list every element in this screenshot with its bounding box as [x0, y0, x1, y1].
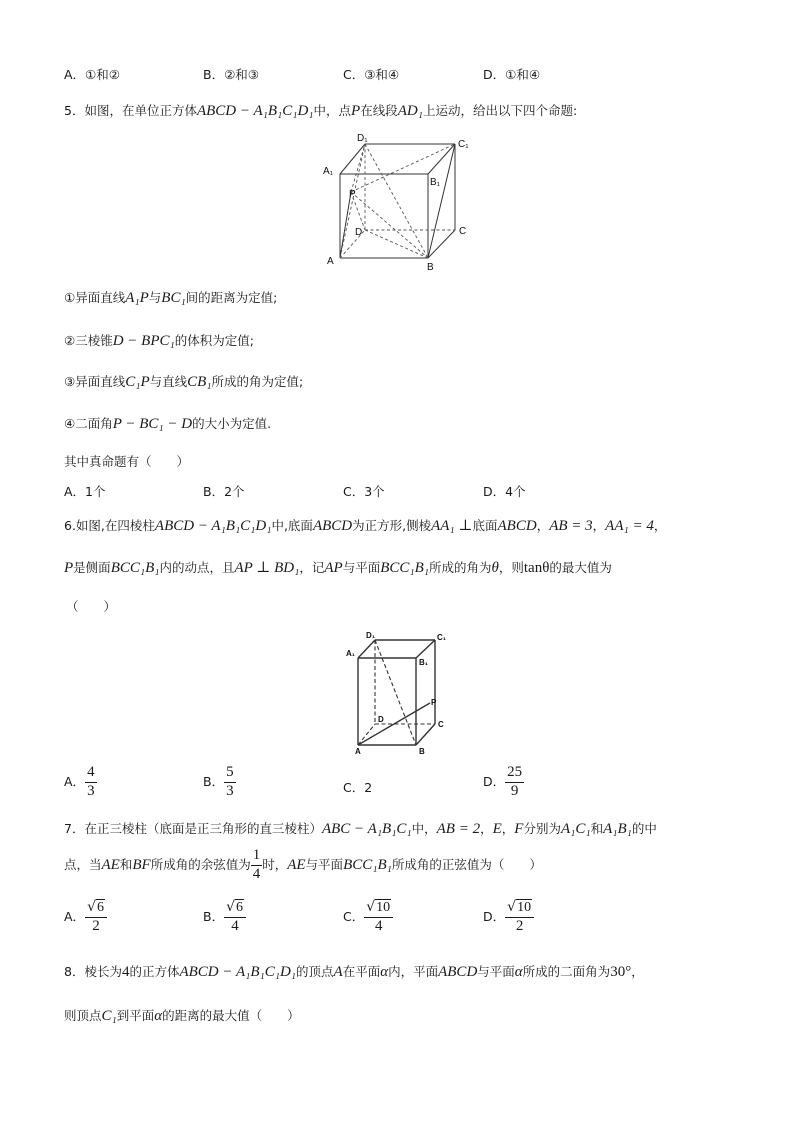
q7-line-1 — [64, 819, 657, 838]
q5-prop-2 — [64, 331, 254, 350]
q6-l2-math-4: AP — [324, 560, 343, 576]
q8-l2-text-a: 则顶点 — [64, 1008, 102, 1023]
q8-l2-text-c: 的距离的最大值（ ） — [162, 1008, 300, 1023]
q7-l2-text-c: 所成角的余弦值为 — [150, 856, 251, 872]
q5-prop4-text-b: 的大小为定值. — [192, 416, 272, 431]
q6-label-a: A — [355, 747, 361, 756]
q6-l2-math-5: BCC₁B₁ — [380, 560, 429, 576]
q5-prop1-math-bc1: BC₁ — [161, 290, 186, 306]
q6-label-c1: C₁ — [437, 633, 447, 642]
q7-l1-text-d: ， — [501, 821, 515, 836]
q5-stem-text-1: 5．如图，在单位正方体 — [64, 103, 197, 118]
q5-stem-math-ad1: AD₁ — [397, 103, 423, 119]
q5-label-a1: A₁ — [323, 166, 334, 177]
q5-label-b1: B₁ — [430, 177, 441, 188]
q8-line-2 — [64, 1006, 300, 1025]
q6-paren: （ ） — [66, 599, 117, 614]
q6-label-d1: D₁ — [366, 631, 376, 640]
q5-option-c: C．3个 — [343, 484, 385, 499]
q7-option-d — [483, 900, 534, 935]
q7-option-b-fraction — [224, 900, 246, 935]
q6-option-a-num: 4 — [85, 765, 97, 783]
q7-l2-text-f: 所成角的正弦值为（ ） — [391, 856, 542, 872]
q7-option-b-radicand: 6 — [236, 900, 243, 915]
q7-option-b-label: B． — [203, 908, 225, 924]
q5-prop3-text-c: 所成的角为定值; — [211, 374, 304, 389]
q5-prop3-text-a: ③异面直线 — [64, 374, 126, 389]
q5-label-a: A — [327, 256, 334, 267]
q5-label-d1: D₁ — [357, 133, 368, 144]
q5-label-d: D — [355, 227, 363, 238]
q5-option-b: B．2个 — [203, 484, 245, 499]
q7-l2-fraction — [251, 848, 263, 883]
q7-l1-text-b: 中， — [411, 821, 437, 836]
q5-prop-3 — [64, 372, 303, 391]
q8-l1-math-3: A — [333, 964, 343, 980]
q6-option-a-label: A． — [64, 773, 86, 789]
q7-option-d-label: D． — [483, 908, 506, 924]
q6-option-b-fraction — [224, 765, 236, 800]
q6-l2-text-b: 内的动点，且 — [159, 560, 235, 575]
q5-prop1-text-c: 间的距离为定值; — [185, 290, 278, 305]
q5-prop-4 — [64, 414, 271, 433]
q6-l1-math-2: ABCD — [312, 518, 353, 534]
q6-l1-math-5: AB = 3 — [549, 518, 593, 534]
q6-l1-text-f: ， — [592, 518, 606, 533]
q7-l2-text-a: 点，当 — [64, 856, 102, 872]
q7-option-c-label: C． — [343, 908, 365, 924]
q7-l2-text-d: 时， — [262, 856, 288, 872]
q8-l1-text-e: 内，平面 — [388, 964, 439, 979]
q6-option-b — [203, 765, 236, 800]
q6-l1-text-d: 底面 — [472, 518, 498, 533]
q6-l1-text-a: 6.如图,在四棱柱 — [64, 518, 155, 533]
q6-label-b1: B₁ — [419, 658, 429, 667]
q7-l2-text-b: 和 — [119, 856, 133, 872]
q7-option-c-fraction — [364, 900, 393, 935]
q6-l1-text-c: 为正方形,侧棱 — [352, 518, 432, 533]
q8-l1-math-4: α — [380, 964, 389, 980]
q5-stem-text-4: 上运动，给出以下四个命题: — [422, 103, 578, 118]
q7-option-d-fraction — [505, 900, 534, 935]
q7-option-a — [64, 900, 107, 935]
q5-prop3-math-cb1: CB₁ — [187, 374, 212, 390]
q6-l2-math-7: tanθ — [523, 560, 550, 576]
q7-l2-num: 1 — [251, 848, 263, 866]
q5-label-c: C — [459, 226, 467, 237]
q8-l1-math-5: ABCD — [438, 964, 478, 980]
q6-l2-math-2: BCC₁B₁ — [110, 560, 160, 576]
q6-line-1 — [64, 516, 666, 535]
q6-option-b-label: B． — [203, 773, 225, 789]
q8-l1-math-2: ABCD − A₁B₁C₁D₁ — [179, 964, 297, 980]
q6-l2-text-c: ，记 — [299, 560, 325, 575]
q8-l1-text-a: 8．棱长为 — [64, 964, 122, 979]
q6-prism-figure — [345, 628, 455, 756]
q7-l1-math-2: AB = 2 — [436, 821, 481, 837]
q7-option-c-sqrt: √ — [366, 899, 376, 915]
q5-stem-math-cube: ABCD − A₁B₁C₁D₁ — [196, 103, 314, 119]
q7-option-a-label: A． — [64, 908, 86, 924]
q7-l1-text-a: 7．在正三棱柱（底面是正三角形的直三棱柱） — [64, 821, 322, 836]
q7-option-b-sqrt: √ — [226, 899, 235, 915]
q5-prop3-math-c1p: C₁P — [125, 374, 150, 390]
q6-label-c: C — [438, 720, 444, 729]
q7-option-c-radicand: 10 — [376, 900, 391, 915]
q6-option-d-fraction — [505, 765, 524, 800]
q6-label-a1: A₁ — [346, 649, 356, 658]
q7-l2-math-4: BCC₁B₁ — [343, 856, 392, 873]
q6-option-a — [64, 765, 97, 800]
q5-prop3-text-b: 与直线 — [149, 374, 188, 389]
q5-cube-figure — [315, 130, 480, 275]
q7-l1-math-1: ABC − A₁B₁C₁ — [321, 821, 412, 837]
q5-label-c1: C₁ — [458, 139, 469, 150]
q5-prop2-text-b: 的体积为定值; — [174, 333, 254, 348]
q8-line-1 — [64, 962, 644, 981]
q6-option-a-den: 3 — [87, 782, 95, 799]
q6-option-b-num: 5 — [224, 765, 236, 783]
q6-l2-math-3: AP ⊥ BD₁ — [234, 560, 300, 576]
q5-stem — [64, 101, 577, 120]
q4-option-c: C．③和④ — [343, 67, 400, 82]
q7-option-d-sqrt: √ — [507, 899, 517, 915]
q7-line-2 — [64, 848, 542, 883]
q6-label-p: P — [431, 698, 437, 707]
q6-l1-math-1: ABCD − A₁B₁C₁D₁ — [154, 518, 272, 534]
q7-option-c — [343, 900, 393, 935]
q6-l2-math-1: P — [64, 560, 74, 576]
q5-label-p: P — [349, 189, 356, 200]
q6-l2-text-g: 的最大值为 — [549, 560, 612, 575]
q7-l1-text-c: ， — [480, 821, 493, 836]
q7-l1-text-f: 和 — [590, 821, 604, 836]
q7-option-a-radicand: 6 — [96, 900, 104, 915]
q4-option-a: A．①和② — [64, 67, 120, 82]
q6-l1-text-g: ， — [653, 518, 667, 533]
q5-prop4-text-a: ④二面角 — [64, 416, 113, 431]
q5-prop1-text-b: 与 — [148, 290, 162, 305]
q6-l1-text-e: ， — [536, 518, 550, 533]
q5-stem-text-2: 中，点 — [313, 103, 352, 118]
q6-l1-text-b: 中,底面 — [271, 518, 313, 533]
q7-option-d-radicand: 10 — [517, 900, 532, 915]
q8-l1-text-d: 在平面 — [342, 964, 381, 979]
q8-l1-text-g: 所成的二面角为 — [522, 964, 611, 979]
q7-l1-math-4: F — [514, 821, 524, 837]
q7-option-b — [203, 900, 246, 935]
q6-l2-text-f: ，则 — [498, 560, 524, 575]
q7-option-c-den: 4 — [374, 917, 383, 934]
q7-l1-text-e: 分别为 — [523, 821, 561, 836]
q8-l2-text-b: 到平面 — [116, 1008, 155, 1023]
q6-l1-math-3: AA₁ ⊥ — [431, 518, 473, 534]
q7-option-b-den: 4 — [231, 917, 239, 934]
q5-option-a: A．1个 — [64, 484, 106, 499]
q6-l1-math-6: AA₁ = 4 — [605, 518, 654, 534]
q6-option-d — [483, 765, 524, 800]
q6-option-b-den: 3 — [226, 782, 234, 799]
q7-option-a-sqrt: √ — [87, 899, 96, 915]
q8-l1-text-b: 的正方体 — [129, 964, 180, 979]
q7-l1-math-6: A₁B₁ — [603, 821, 632, 837]
q6-option-c: C．2 — [343, 780, 373, 795]
q8-l2-math-2: α — [154, 1008, 163, 1024]
q4-option-b: B．②和③ — [203, 67, 259, 82]
q5-prop1-math-a1p: A₁P — [125, 290, 149, 306]
q6-label-d: D — [378, 715, 384, 724]
q6-l1-math-4: ABCD — [497, 518, 537, 534]
q4-option-d: D．①和④ — [483, 67, 541, 82]
q6-option-d-num: 25 — [505, 765, 524, 783]
q7-l1-math-5: A₁C₁ — [560, 821, 591, 837]
q5-option-d: D．4个 — [483, 484, 526, 499]
q6-l2-text-a: 是侧面 — [73, 560, 111, 575]
q8-l1-text-f: 与平面 — [477, 964, 515, 979]
q7-l2-math-2: BF — [132, 856, 151, 873]
q6-option-d-den: 9 — [510, 782, 519, 799]
q8-l1-math-6: α — [514, 964, 523, 980]
q6-l2-text-d: 与平面 — [342, 560, 381, 575]
q6-l2-math-6: θ — [491, 560, 499, 576]
q5-prop2-math: D − BPC₁ — [112, 333, 175, 349]
q8-l1-math-7: 30° — [610, 964, 632, 980]
q7-l2-text-e: 与平面 — [305, 856, 344, 872]
q7-option-a-fraction — [85, 900, 107, 935]
q7-l1-text-g: 的中 — [631, 821, 657, 836]
q5-prop-1 — [64, 288, 277, 307]
q8-l1-text-h: ， — [631, 964, 644, 979]
q6-option-a-fraction — [85, 765, 97, 800]
q8-l1-text-c: 的顶点 — [296, 964, 334, 979]
q7-l2-math-1: AE — [101, 856, 120, 873]
q8-l2-math-1: C₁ — [101, 1008, 117, 1024]
q8-l1-math-1: 4 — [121, 964, 130, 980]
q5-ask: 其中真命题有（ ） — [64, 454, 190, 469]
q5-prop2-text-a: ②三棱锥 — [64, 333, 113, 348]
q6-label-b: B — [419, 747, 425, 756]
q7-l2-den: 4 — [252, 865, 261, 882]
q5-stem-math-p: P — [351, 103, 361, 119]
q5-stem-text-3: 在线段 — [360, 103, 398, 118]
q7-l2-math-3: AE — [287, 856, 306, 873]
q5-prop4-math: P − BC₁ − D — [112, 416, 193, 432]
q5-prop1-text-a: ①异面直线 — [64, 290, 126, 305]
q6-l2-text-e: 所成的角为 — [428, 560, 492, 575]
q7-l1-math-3: E — [492, 821, 502, 837]
q6-line-2 — [64, 558, 612, 577]
q6-option-d-label: D． — [483, 773, 506, 789]
q7-option-d-den: 2 — [515, 917, 524, 934]
q5-label-b: B — [427, 262, 434, 273]
q7-option-a-den: 2 — [92, 917, 100, 934]
